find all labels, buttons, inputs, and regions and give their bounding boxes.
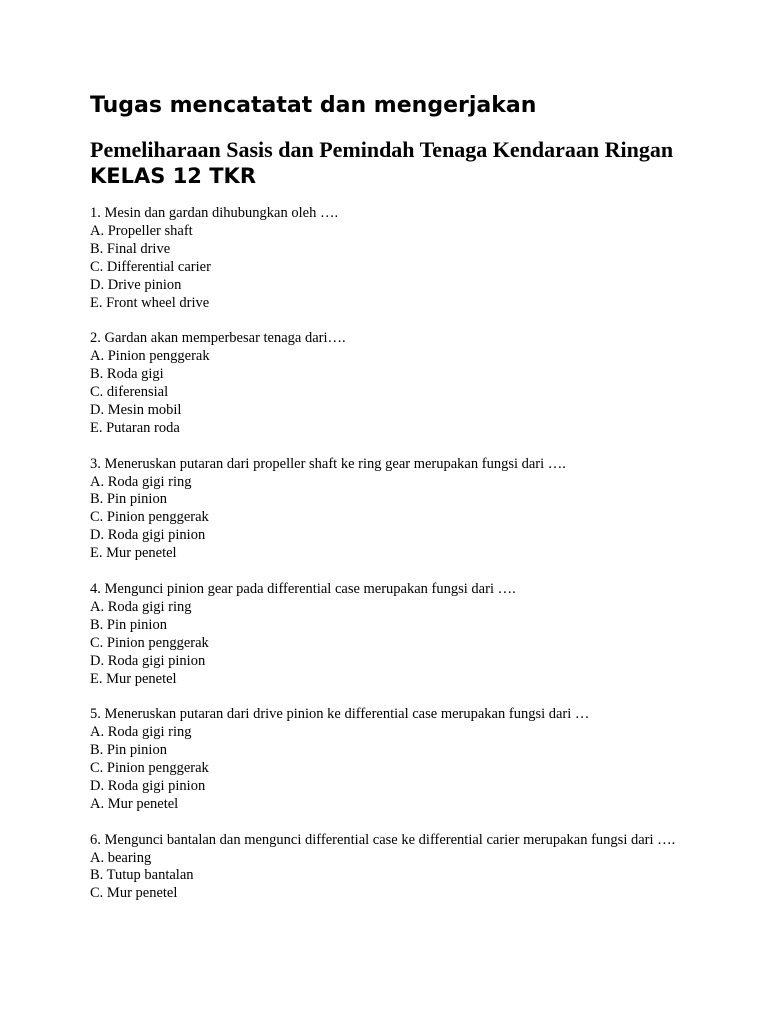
page-title: Tugas mencatatat dan mengerjakan: [90, 93, 537, 118]
answer-option: E. Front wheel drive: [90, 294, 210, 311]
question-text: 1. Mesin dan gardan dihubungkan oleh ….: [90, 205, 339, 221]
answer-option: B. Pin pinion: [90, 742, 167, 759]
answer-option: C. diferensial: [90, 384, 169, 401]
answer-option: C. Pinion penggerak: [90, 760, 209, 777]
answer-option: E. Putaran roda: [90, 419, 180, 436]
question-text: 2. Gardan akan memperbesar tenaga dari….: [90, 330, 346, 347]
question-block: [90, 205, 708, 312]
answer-option: B. Pin pinion: [90, 616, 167, 633]
subtitle-kelas: KELAS 12 TKR: [90, 164, 256, 188]
question-text: 6. Mengunci bantalan dan mengunci differential case ke differential carier merupakan fungsi dari ….: [90, 831, 676, 848]
answer-option: D. Drive pinion: [90, 276, 182, 293]
question-text: 4. Mengunci pinion gear pada differential case merupakan fungsi dari ….: [90, 580, 516, 597]
question-block: [90, 456, 708, 563]
answer-option: A. Mur penetel: [90, 795, 179, 812]
answer-option: E. Mur penetel: [90, 670, 177, 687]
subtitle-main: Pemeliharaan Sasis dan Pemindah Tenaga Kendaraan Ringan: [90, 137, 674, 162]
answer-option: E. Mur penetel: [90, 545, 177, 562]
answer-option: B. Roda gigi: [90, 366, 164, 383]
question-list: [90, 205, 708, 903]
answer-option: C. Mur penetel: [90, 885, 178, 902]
answer-option: D. Roda gigi pinion: [90, 777, 206, 794]
answer-option: A. Roda gigi ring: [90, 598, 192, 615]
question-block: [90, 330, 708, 437]
answer-option: B. Tutup bantalan: [90, 867, 194, 884]
answer-option: A. Propeller shaft: [90, 222, 193, 239]
question-block: [90, 706, 708, 813]
answer-option: A. Pinion penggerak: [90, 348, 210, 365]
answer-option: C. Pinion penggerak: [90, 509, 209, 526]
answer-option: D. Mesin mobil: [90, 401, 182, 418]
answer-option: B. Final drive: [90, 240, 171, 257]
question-text: 5. Meneruskan putaran dari drive pinion ke differential case merupakan fungsi dari …: [90, 706, 590, 723]
answer-option: C. Differential carier: [90, 258, 211, 275]
answer-option: A. Roda gigi ring: [90, 473, 192, 490]
answer-option: A. bearing: [90, 849, 152, 866]
answer-option: C. Pinion penggerak: [90, 634, 209, 651]
question-text: 3. Meneruskan putaran dari propeller shaft ke ring gear merupakan fungsi dari ….: [90, 455, 566, 472]
question-block: [90, 832, 708, 904]
answer-option: D. Roda gigi pinion: [90, 527, 206, 544]
question-block: [90, 581, 708, 688]
answer-option: A. Roda gigi ring: [90, 724, 192, 741]
page-subtitle: [90, 137, 708, 189]
answer-option: D. Roda gigi pinion: [90, 652, 206, 669]
answer-option: B. Pin pinion: [90, 491, 167, 508]
